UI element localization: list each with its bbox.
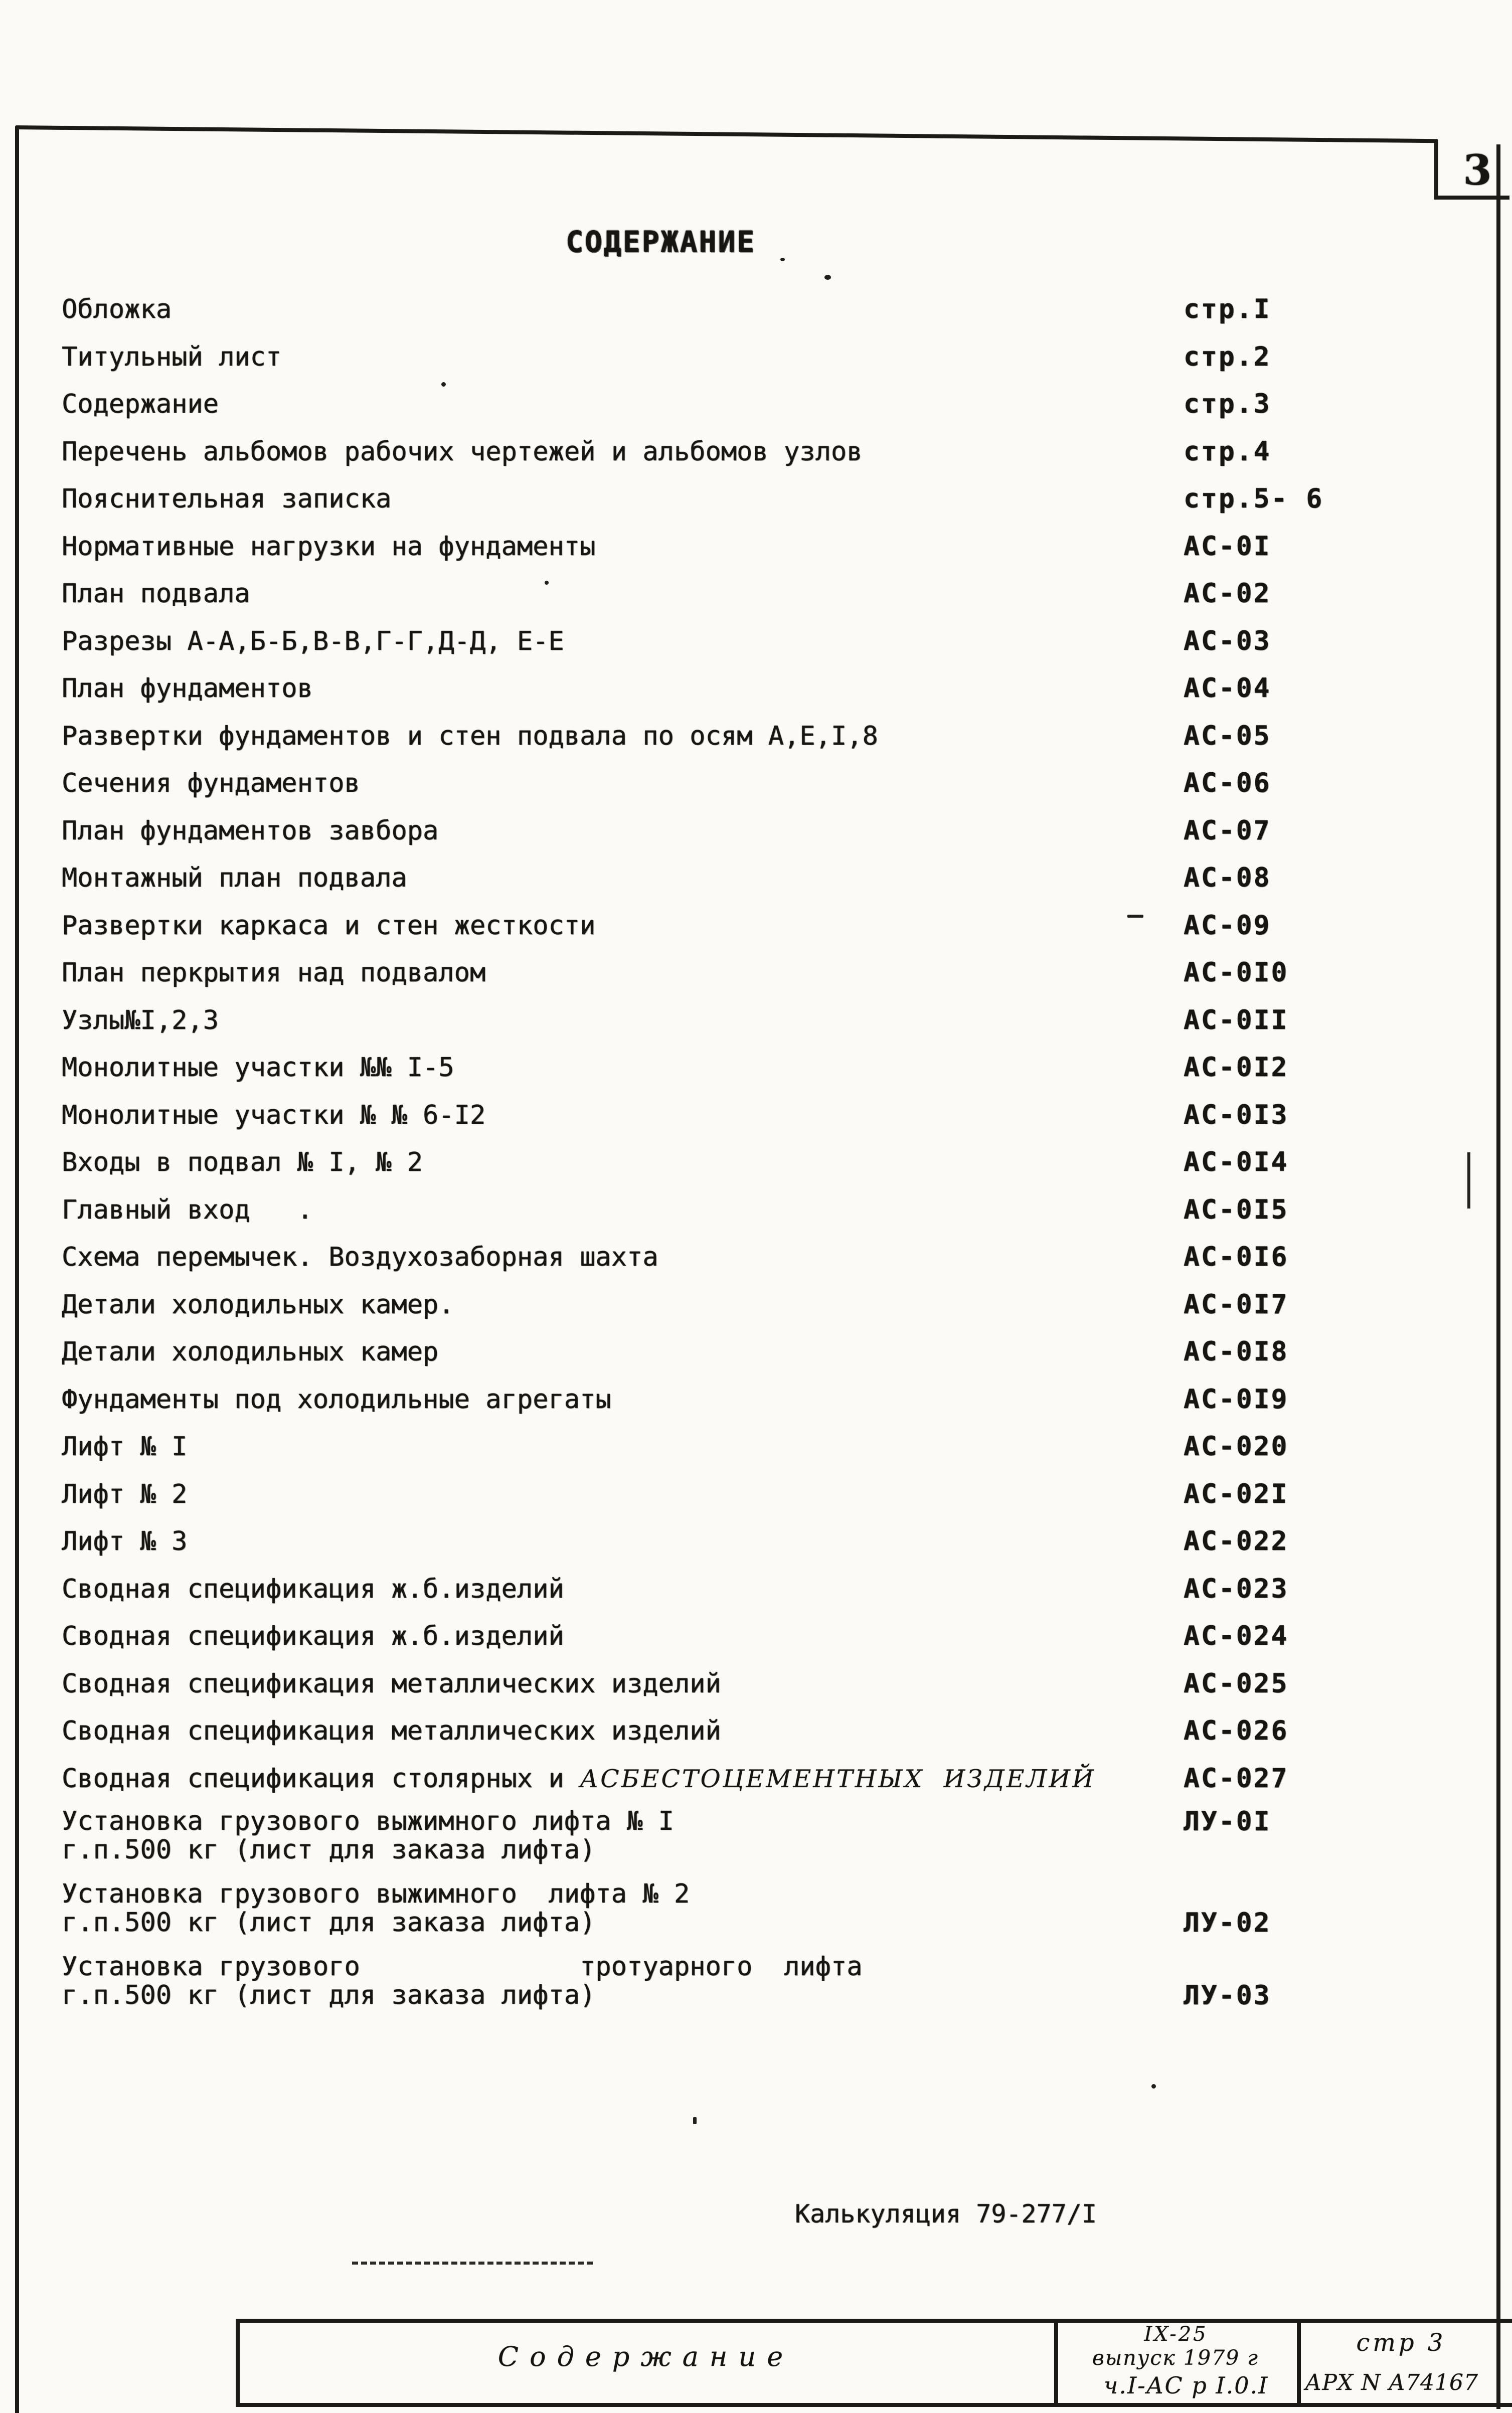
toc-item-ref: АС-0I bbox=[1184, 531, 1271, 562]
toc-item-text: Титульный лист bbox=[62, 341, 282, 372]
toc-row bbox=[62, 713, 1496, 760]
toc-item-text: Схема перемычек. Воздухозаборная шахта bbox=[62, 1242, 658, 1272]
handwritten-text: АСБЕСТОЦЕМЕНТНЫХ ИЗДЕЛИЙ bbox=[580, 1764, 1096, 1793]
toc-item-text: Детали холодильных камер. bbox=[62, 1289, 454, 1320]
toc-item-text: Сечения фундаментов bbox=[62, 768, 360, 798]
toc-row bbox=[62, 1092, 1496, 1139]
toc-row bbox=[62, 1471, 1496, 1518]
toc-row bbox=[62, 1948, 1496, 2020]
toc-row bbox=[62, 1875, 1496, 1948]
page-number: 3 bbox=[1463, 146, 1492, 195]
toc-item-ref: АС-0I4 bbox=[1184, 1147, 1289, 1177]
toc-row bbox=[62, 1707, 1496, 1755]
toc-item-title bbox=[62, 1044, 1184, 1092]
toc-item-title bbox=[62, 949, 1184, 997]
toc-row bbox=[62, 1518, 1496, 1566]
toc-item-title bbox=[62, 381, 1184, 428]
toc-row bbox=[62, 854, 1496, 902]
toc-item-text: Сводная спецификация ж.б.изделий bbox=[62, 1621, 564, 1651]
toc-item-text: Пояснительная записка bbox=[62, 484, 392, 514]
toc-item-text-line2: г.п.500 кг (лист для заказа лифта) bbox=[62, 1835, 596, 1865]
toc-item-text: Сводная спецификация металлических изделий bbox=[62, 1716, 721, 1746]
toc-item-ref: АС-0I3 bbox=[1184, 1099, 1289, 1130]
page-number-box-bottom bbox=[1434, 196, 1509, 200]
toc-item-text: План фундаментов завбора bbox=[62, 815, 439, 846]
toc-item-ref: АС-020 bbox=[1184, 1431, 1289, 1462]
toc-item-text: Нормативные нагрузки на фундаменты bbox=[62, 531, 596, 562]
toc-item-ref: АС-0I9 bbox=[1184, 1384, 1289, 1415]
toc-row bbox=[62, 1660, 1496, 1708]
calculation-note: Калькуляция 79-277/I bbox=[795, 2199, 1097, 2228]
toc-item-title bbox=[62, 1755, 1184, 1803]
toc-item-title bbox=[62, 1471, 1184, 1518]
toc-row bbox=[62, 1234, 1496, 1281]
ink-speck bbox=[441, 382, 446, 387]
toc-item-ref: АС-07 bbox=[1184, 815, 1271, 846]
toc-row bbox=[62, 1044, 1496, 1092]
toc-item-title bbox=[62, 1518, 1184, 1566]
toc-row bbox=[62, 333, 1496, 381]
toc-row bbox=[62, 523, 1496, 571]
toc-item-title bbox=[62, 1875, 1184, 1937]
toc-item-ref: АС-025 bbox=[1184, 1668, 1289, 1699]
toc-item-text: Детали холодильных камер bbox=[62, 1337, 439, 1367]
toc-item-title bbox=[62, 618, 1184, 665]
toc-item-ref: ЛУ-03 bbox=[1184, 1980, 1271, 2011]
toc-item-ref: АС-02I bbox=[1184, 1478, 1289, 1509]
toc-row bbox=[62, 1376, 1496, 1424]
toc-item-title bbox=[62, 1423, 1184, 1471]
toc-row bbox=[62, 475, 1496, 523]
toc-item-text: Сводная спецификация столярных и bbox=[62, 1763, 580, 1794]
toc-item-text: Установка грузового выжимного лифта № 2 bbox=[62, 1879, 690, 1909]
toc-item-text: Сводная спецификация ж.б.изделий bbox=[62, 1574, 564, 1604]
toc-item-ref: ЛУ-0I bbox=[1184, 1806, 1271, 1837]
ink-speck bbox=[545, 581, 549, 585]
toc-item-ref: стр.I bbox=[1184, 294, 1271, 324]
toc-item-ref: стр.3 bbox=[1184, 389, 1271, 419]
toc-item-text: Главный вход . bbox=[62, 1194, 313, 1225]
footer-arch-number: АРХ N А74167 bbox=[1305, 2370, 1479, 2395]
toc-row bbox=[62, 1139, 1496, 1186]
toc-row bbox=[62, 1566, 1496, 1613]
toc-item-ref: АС-0I2 bbox=[1184, 1052, 1289, 1083]
toc-item-text: Узлы№I,2,3 bbox=[62, 1005, 219, 1036]
toc-item-title bbox=[62, 902, 1184, 950]
toc-item-ref: АС-04 bbox=[1184, 673, 1271, 704]
toc-item-text: Фундаменты под холодильные агрегаты bbox=[62, 1384, 611, 1415]
toc-item-title bbox=[62, 1948, 1184, 2010]
toc-item-text: Лифт № I bbox=[62, 1432, 188, 1462]
toc-item-ref: АС-03 bbox=[1184, 625, 1271, 656]
toc-item-ref: стр.4 bbox=[1184, 436, 1271, 467]
footer-border-top bbox=[236, 2319, 1512, 2323]
toc-item-title bbox=[62, 1139, 1184, 1186]
toc-row bbox=[62, 902, 1496, 950]
ink-speck bbox=[1151, 2084, 1156, 2089]
ink-dash bbox=[1127, 915, 1143, 918]
footer-stamp-code: IX-25 bbox=[1144, 2323, 1208, 2346]
toc-item-text: Развертки каркаса и стен жесткости bbox=[62, 910, 596, 941]
toc-row bbox=[62, 570, 1496, 618]
toc-item-text: План фундаментов bbox=[62, 673, 313, 704]
toc-item-title bbox=[62, 1376, 1184, 1424]
footer-border-bottom bbox=[236, 2403, 1512, 2407]
ink-speck bbox=[693, 2117, 697, 2124]
toc-item-text: Монолитные участки № № 6-I2 bbox=[62, 1100, 486, 1130]
toc-item-ref: ЛУ-02 bbox=[1184, 1908, 1271, 1938]
toc-row bbox=[62, 807, 1496, 855]
toc-item-ref: АС-06 bbox=[1184, 768, 1271, 798]
toc-item-text: План перкрытия над подвалом bbox=[62, 958, 486, 988]
page-number-box-left bbox=[1434, 141, 1438, 200]
toc-item-title bbox=[62, 1281, 1184, 1329]
footer-page-label: стр 3 bbox=[1356, 2329, 1446, 2357]
toc-item-ref: АС-09 bbox=[1184, 910, 1271, 941]
toc-item-text-line2: г.п.500 кг (лист для заказа лифта) bbox=[62, 1980, 596, 2010]
toc-item-title bbox=[62, 428, 1184, 476]
page-border-right bbox=[1496, 144, 1500, 2409]
toc-row bbox=[62, 1423, 1496, 1471]
toc-item-text: Входы в подвал № I, № 2 bbox=[62, 1147, 423, 1177]
toc-item-text: Установка грузового тротуарного лифта bbox=[62, 1952, 863, 1982]
toc-item-title bbox=[62, 760, 1184, 807]
toc-list bbox=[62, 286, 1496, 2020]
toc-item-text: Обложка bbox=[62, 294, 172, 324]
toc-item-text: Сводная спецификация металлических изделий bbox=[62, 1668, 721, 1699]
toc-item-ref: стр.5- 6 bbox=[1184, 483, 1324, 514]
toc-row bbox=[62, 997, 1496, 1045]
toc-item-title bbox=[62, 523, 1184, 571]
toc-item-title bbox=[62, 807, 1184, 855]
toc-item-title bbox=[62, 997, 1184, 1045]
toc-item-title bbox=[62, 1707, 1184, 1755]
toc-item-title bbox=[62, 1328, 1184, 1376]
toc-item-ref: АС-027 bbox=[1184, 1763, 1289, 1794]
toc-item-ref: АС-0I0 bbox=[1184, 957, 1289, 988]
toc-item-ref: АС-0II bbox=[1184, 1004, 1289, 1036]
toc-item-ref: АС-0I6 bbox=[1184, 1242, 1289, 1272]
toc-row bbox=[62, 1281, 1496, 1329]
toc-item-text: Монолитные участки №№ I-5 bbox=[62, 1053, 454, 1083]
toc-item-text: Перечень альбомов рабочих чертежей и альбомов узлов bbox=[62, 436, 863, 467]
fold-mark-dashes bbox=[352, 2262, 593, 2265]
toc-item-title bbox=[62, 1566, 1184, 1613]
scan-edge-artifact bbox=[1467, 1152, 1470, 1209]
toc-row bbox=[62, 1755, 1496, 1803]
toc-item-text: Лифт № 3 bbox=[62, 1526, 188, 1557]
page-border-left bbox=[15, 126, 19, 2413]
toc-item-text: Установка грузового выжимного лифта № I bbox=[62, 1806, 674, 1836]
footer-issue-year: выпуск 1979 г bbox=[1092, 2346, 1259, 2370]
ink-speck bbox=[824, 275, 831, 280]
toc-item-title bbox=[62, 713, 1184, 760]
toc-item-ref: АС-02 bbox=[1184, 578, 1271, 609]
footer-title: Содержание bbox=[497, 2341, 794, 2372]
toc-item-title bbox=[62, 665, 1184, 713]
toc-item-title bbox=[62, 1660, 1184, 1708]
toc-item-ref: АС-022 bbox=[1184, 1526, 1289, 1557]
toc-row bbox=[62, 1613, 1496, 1660]
toc-item-title bbox=[62, 475, 1184, 523]
toc-item-text-line2: г.п.500 кг (лист для заказа лифта) bbox=[62, 1908, 596, 1938]
toc-item-ref: АС-023 bbox=[1184, 1573, 1289, 1604]
toc-item-text: Разрезы А-А,Б-Б,В-В,Г-Г,Д-Д, Е-Е bbox=[62, 626, 564, 656]
toc-row bbox=[62, 1328, 1496, 1376]
toc-item-text: План подвала bbox=[62, 579, 250, 609]
toc-item-text: Лифт № 2 bbox=[62, 1479, 188, 1509]
toc-item-title bbox=[62, 854, 1184, 902]
toc-item-title bbox=[62, 1802, 1184, 1864]
toc-item-ref: АС-08 bbox=[1184, 863, 1271, 893]
toc-row bbox=[62, 381, 1496, 428]
toc-item-ref: АС-0I5 bbox=[1184, 1194, 1289, 1225]
footer-border-left bbox=[236, 2319, 240, 2407]
toc-item-text: Содержание bbox=[62, 389, 219, 419]
toc-row bbox=[62, 949, 1496, 997]
toc-item-ref: АС-024 bbox=[1184, 1621, 1289, 1651]
toc-item-ref: стр.2 bbox=[1184, 341, 1271, 372]
toc-item-title bbox=[62, 1613, 1184, 1660]
toc-row bbox=[62, 618, 1496, 665]
toc-item-title bbox=[62, 286, 1184, 333]
page-title: СОДЕРЖАНИЕ bbox=[566, 225, 756, 259]
toc-item-title bbox=[62, 1186, 1184, 1234]
toc-item-title bbox=[62, 570, 1184, 618]
toc-item-ref: АС-026 bbox=[1184, 1715, 1289, 1746]
toc-item-ref: АС-05 bbox=[1184, 720, 1271, 751]
toc-item-ref: АС-0I8 bbox=[1184, 1336, 1289, 1367]
toc-row bbox=[62, 1802, 1496, 1875]
toc-item-ref: АС-0I7 bbox=[1184, 1289, 1289, 1320]
toc-item-title bbox=[62, 1092, 1184, 1139]
toc-row bbox=[62, 428, 1496, 476]
ink-speck bbox=[780, 258, 785, 261]
toc-row bbox=[62, 1186, 1496, 1234]
toc-item-title bbox=[62, 1234, 1184, 1281]
toc-row bbox=[62, 760, 1496, 807]
toc-row bbox=[62, 286, 1496, 333]
footer-part-code: ч.I-АС р I.0.I bbox=[1103, 2372, 1269, 2399]
toc-item-text: Монтажный план подвала bbox=[62, 863, 407, 893]
page-border-top bbox=[15, 125, 1438, 143]
toc-row bbox=[62, 665, 1496, 713]
toc-item-text: Развертки фундаментов и стен подвала по осям А,Е,I,8 bbox=[62, 721, 878, 751]
toc-item-title bbox=[62, 333, 1184, 381]
